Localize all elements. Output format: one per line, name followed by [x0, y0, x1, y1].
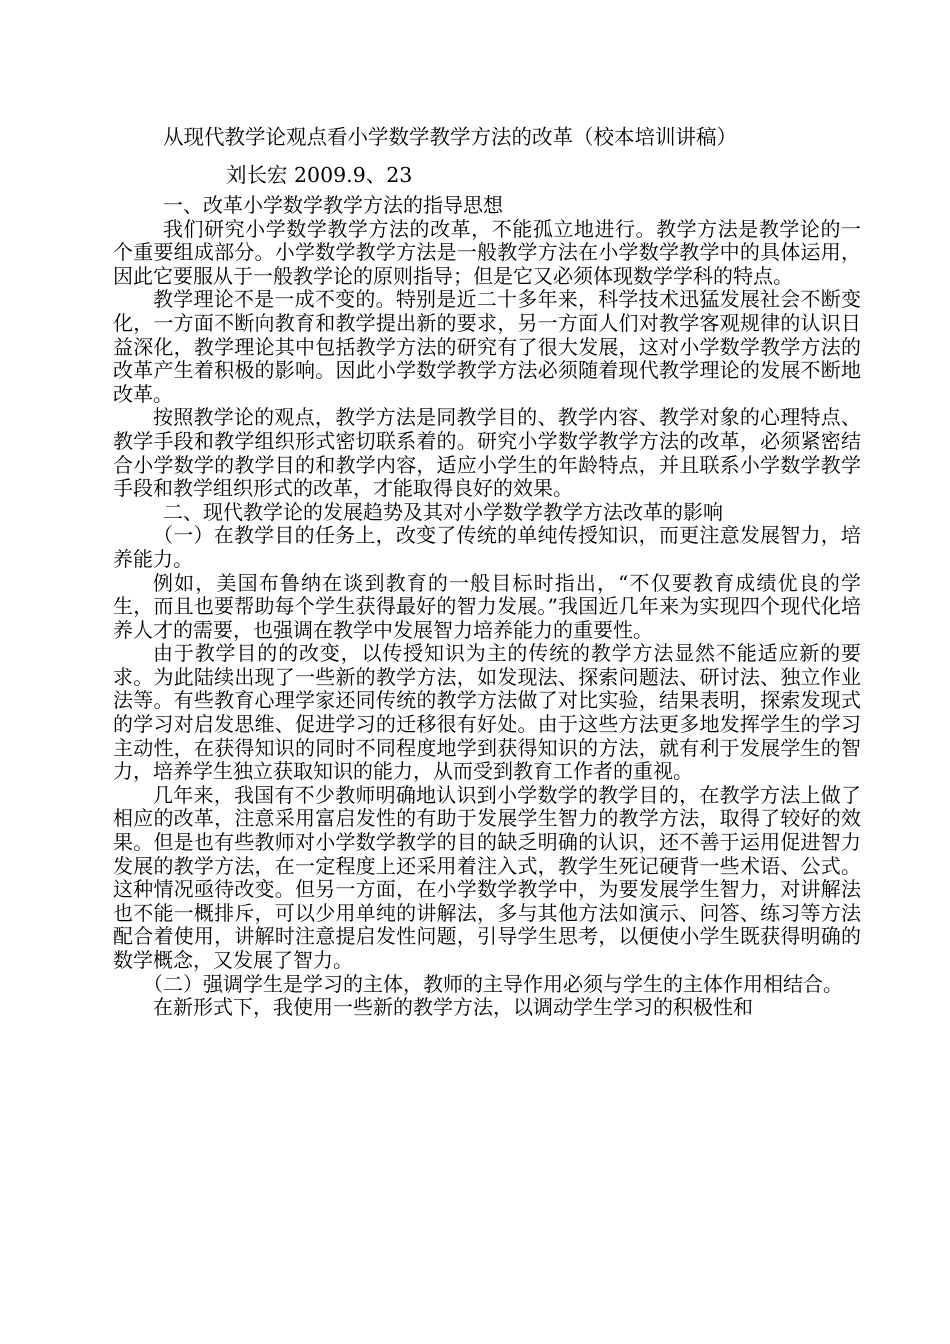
- subsection-heading-2: （二）强调学生是学习的主体，教师的主导作用必须与学生的主体作用相结合。: [143, 971, 843, 996]
- paragraph: 按照教学论的观点，教学方法是同教学目的、教学内容、教学对象的心理特点、教学手段和教学组织形式密切联系着的。研究小学数学教学方法的改革，必须紧密结合小学数学的教学目的和教学内容，适应小学生的年龄特点，并且联系小学数学教学手段和教学组织形式的改革，才能取得良好的效果。: [113, 405, 861, 501]
- paragraph: 教学理论不是一成不变的。特别是近二十多年来，科学技术迅猛发展社会不断变化，一方面不断向教育和教学提出新的要求，另一方面人们对教学客观规律的认识日益深化，教学理论其中包括教学方法的研究有了很大发展，这对小学数学教学方法的改革产生着积极的影响。因此小学数学教学方法必须随着现代教学理论的发展不断地改革。: [113, 287, 861, 406]
- paragraph: 在新形式下，我使用一些新的教学方法，以调动学生学习的积极性和: [153, 995, 753, 1020]
- section-heading-1: 一、改革小学数学教学方法的指导思想: [163, 193, 503, 217]
- document-body: [113, 118, 861, 1020]
- section-heading-2: 二、现代教学论的发展趋势及其对小学数学教学方法改革的影响: [163, 499, 723, 524]
- paragraph: 由于教学目的的改变，以传授知识为主的传统的教学方法显然不能适应新的要求。为此陆续出现了一些新的教学方法，如发现法、探索问题法、研讨法、独立作业法等。有些教育心理学家还同传统的教学方法做了对比实验，结果表明，探索发现式的学习对启发思维、促进学习的迁移很有好处。由于这些方法更多地发挥学生的学习主动性，在获得知识的同时不同程度地学到获得知识的方法，就有利于发展学生的智力，培养学生独立获取知识的能力，从而受到教育工作者的重视。: [113, 641, 861, 784]
- paragraph: 例如，美国布鲁纳在谈到教育的一般目标时指出，“不仅要教育成绩优良的学生，而且也要帮助每个学生获得最好的智力发展。”我国近几年来为实现四个现代化培养人才的需要，也强调在教学中发展智力培养能力的重要性。: [113, 570, 861, 642]
- paragraph: 我们研究小学数学教学方法的改革，不能孤立地进行。教学方法是教学论的一个重要组成部分。小学数学教学方法是一般教学方法在小学数学教学中的具体运用，因此它要服从于一般教学论的原则指导；但是它又必须体现数学学科的特点。: [113, 216, 861, 288]
- subsection-heading-1: （一）在教学目的任务上，改变了传统的单纯传授知识，而更注意发展智力，培养能力。: [113, 523, 861, 571]
- author-line: 刘长宏 2009.9、23: [226, 163, 413, 187]
- paragraph: 几年来，我国有不少教师明确地认识到小学数学的教学目的，在教学方法上做了相应的改革，注意采用富启发性的有助于发展学生智力的教学方法，取得了较好的效果。但是也有些教师对小学数学教学的目的缺乏明确的认识，还不善于运用促进智力发展的教学方法，在一定程度上还采用着注入式，教学生死记硬背一些术语、公式。这种情况亟待改变。但另一方面，在小学数学教学中，为要发展学生智力，对讲解法也不能一概排斥，可以少用单纯的讲解法，多与其他方法如演示、问答、练习等方法配合着使用，讲解时注意提启发性问题，引导学生思考，以便使小学生既获得明确的数学概念，又发展了智力。: [113, 782, 861, 972]
- document-title: 从现代教学论观点看小学数学教学方法的改革（校本培训讲稿）: [163, 125, 737, 149]
